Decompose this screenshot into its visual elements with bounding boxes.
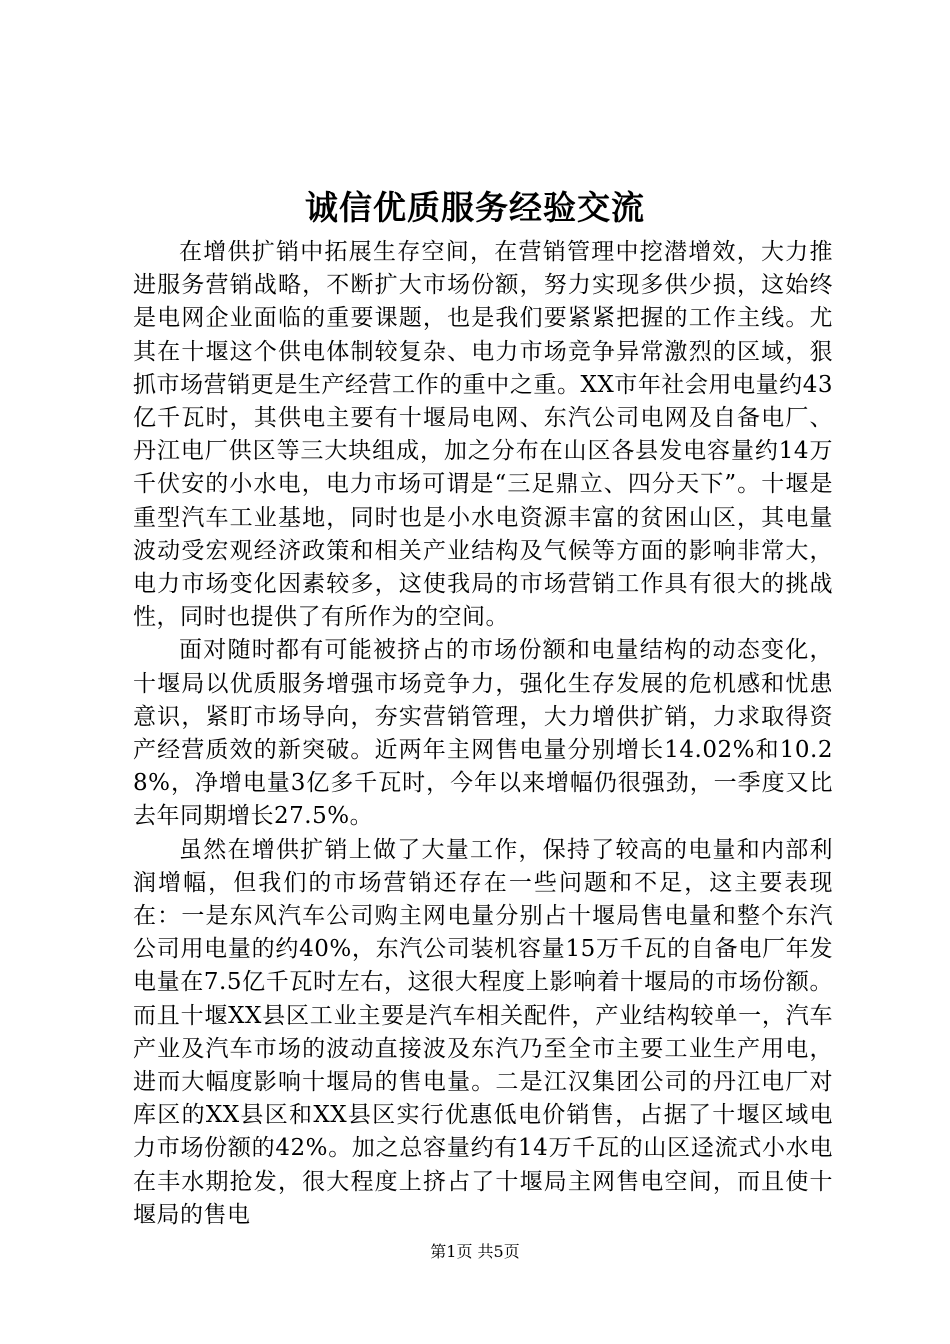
- document-body: [133, 236, 833, 1232]
- paragraph-2: 面对随时都有可能被挤占的市场份额和电量结构的动态变化，十堰局以优质服务增强市场竞争力，强化生存发展的危机感和忧患意识，紧盯市场导向，夯实营销管理，大力增供扩销，力求取得资产经营质效的新突破。近两年主网售电量分别增长14.02%和10.28%，净增电量3亿多千瓦时，今年以来增幅仍很强劲，一季度又比去年同期增长27.5%。: [133, 637, 833, 830]
- document-title: 诚信优质服务经验交流: [305, 188, 645, 227]
- paragraph-1: 在增供扩销中拓展生存空间，在营销管理中挖潜增效，大力推进服务营销战略，不断扩大市场份额，努力实现多供少损，这始终是电网企业面临的重要课题，也是我们要紧紧把握的工作主线。尤其在十堰这个供电体制较复杂、电力市场竞争异常激烈的区域，狠抓市场营销更是生产经营工作的重中之重。XX市年社会用电量约43亿千瓦时，其供电主要有十堰局电网、东汽公司电网及自备电厂、丹江电厂供区等三大块组成，加之分布在山区各县发电容量约14万千伏安的小水电，电力市场可谓是“三足鼎立、四分天下”。十堰是重型汽车工业基地，同时也是小水电资源丰富的贫困山区，其电量波动受宏观经济政策和相关产业结构及气候等方面的影响非常大，电力市场变化因素较多，这使我局的市场营销工作具有很大的挑战性，同时也提供了有所作为的空间。: [133, 239, 833, 631]
- paragraph-3: 虽然在增供扩销上做了大量工作，保持了较高的电量和内部利润增幅，但我们的市场营销还存在一些问题和不足，这主要表现在：一是东风汽车公司购主网电量分别占十堰局售电量和整个东汽公司用电量的约40%，东汽公司装机容量15万千瓦的自备电厂年发电量在7.5亿千瓦时左右，这很大程度上影响着十堰局的市场份额。而且十堰XX县区工业主要是汽车相关配件，产业结构较单一，汽车产业及汽车市场的波动直接波及东汽乃至全市主要工业生产用电，进而大幅度影响十堰局的售电量。二是江汉集团公司的丹江电厂对库区的XX县区和XX县区实行优惠低电价销售，占据了十堰区域电力市场份额的42%。加之总容量约有14万千瓦的山区迳流式小水电在丰水期抢发，很大程度上挤占了十堰局主网售电空间，而且使十堰局的售电: [133, 836, 833, 1228]
- page-footer: 第1页 共5页: [430, 1242, 520, 1261]
